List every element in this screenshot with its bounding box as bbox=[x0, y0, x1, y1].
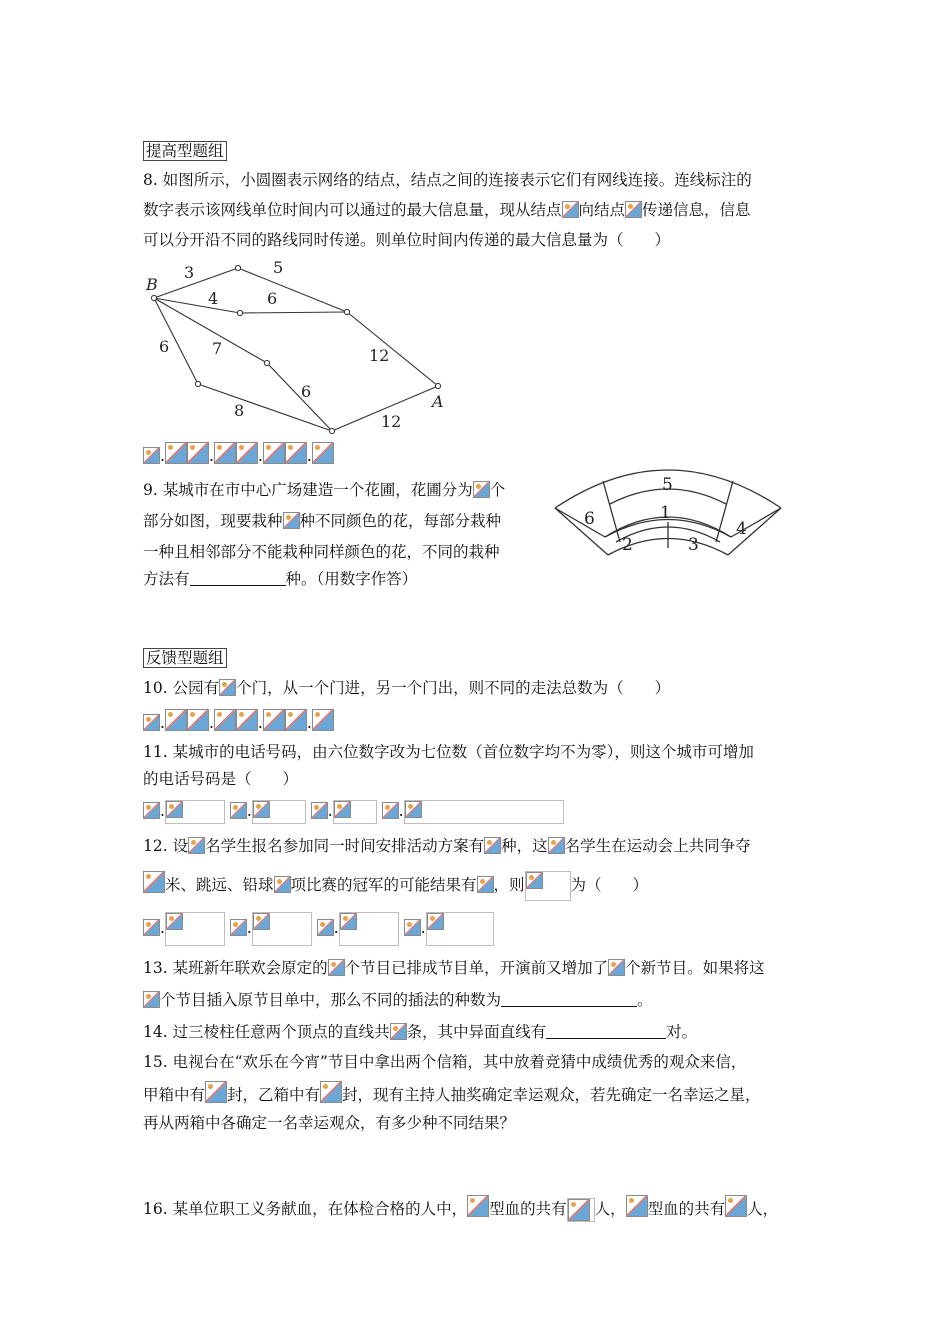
node bbox=[195, 381, 200, 386]
q16-text: 16. 某单位职工义务献血，在体检合格的人中， bbox=[143, 1200, 468, 1218]
q12-options: . . . . bbox=[143, 912, 494, 946]
section-title: 反馈型题组 bbox=[143, 648, 227, 668]
q12-text: 种，这 bbox=[501, 837, 548, 855]
edge bbox=[267, 363, 332, 431]
node bbox=[264, 360, 269, 365]
formula-image-icon bbox=[626, 1195, 648, 1217]
q13-line2 bbox=[143, 989, 653, 1011]
node bbox=[237, 310, 242, 315]
option-image-icon bbox=[334, 801, 351, 818]
q9-line1 bbox=[143, 479, 505, 501]
formula-image-icon bbox=[526, 872, 543, 889]
q9-text: 部分如图，现要栽种 bbox=[143, 512, 283, 530]
q12-text: 为（ ） bbox=[570, 876, 649, 894]
option-frame bbox=[252, 912, 312, 946]
edge-label: 5 bbox=[273, 258, 284, 277]
answer-blank[interactable] bbox=[546, 1022, 666, 1039]
q15-line1: 15. 电视台在“欢乐在今宵”节目中拿出两个信箱，其中放着竞猜中成绩优秀的观众来信， bbox=[143, 1053, 747, 1071]
region-label: 4 bbox=[736, 519, 747, 539]
q10-text: 10. 公园有 bbox=[143, 679, 220, 697]
formula-frame bbox=[567, 1198, 595, 1222]
node bbox=[329, 428, 334, 433]
option-image-icon bbox=[166, 801, 183, 818]
q8-text: 传递信息，信息 bbox=[642, 201, 751, 219]
formula-image-icon bbox=[143, 991, 160, 1008]
q9-line3: 一种且相邻部分不能栽种同样颜色的花，不同的栽种 bbox=[143, 543, 500, 561]
section-label-feedback bbox=[143, 647, 227, 669]
left-side bbox=[555, 508, 608, 555]
region-label: 5 bbox=[662, 475, 673, 495]
option-image-icon bbox=[236, 442, 258, 464]
formula-image-icon bbox=[188, 837, 205, 854]
answer-blank[interactable] bbox=[501, 990, 637, 1007]
q12-text: 12. 设 bbox=[143, 837, 189, 855]
option-image-icon bbox=[404, 919, 421, 936]
q11-options: . . . . bbox=[143, 800, 564, 824]
edge bbox=[240, 312, 347, 313]
q12-line1 bbox=[143, 835, 751, 857]
option-image-icon bbox=[405, 801, 422, 818]
q12-text: 米、跳远、铅球 bbox=[165, 876, 274, 894]
left-edge bbox=[555, 508, 605, 537]
option-image-icon bbox=[263, 709, 285, 731]
option-frame bbox=[404, 800, 564, 824]
q12-text: 名学生报名参加同一时间安排活动方案有 bbox=[205, 837, 485, 855]
edge bbox=[198, 384, 332, 431]
formula-frame bbox=[525, 871, 571, 901]
formula-image-icon bbox=[205, 1081, 227, 1103]
q14-text: 对。 bbox=[666, 1023, 698, 1041]
edge-label: 8 bbox=[234, 401, 245, 420]
formula-image-icon bbox=[477, 876, 494, 893]
q9-line2 bbox=[143, 510, 501, 532]
region-label: 1 bbox=[660, 503, 671, 523]
formula-image-icon bbox=[625, 201, 642, 218]
option-image-icon bbox=[285, 709, 307, 731]
q16-line bbox=[143, 1195, 778, 1222]
option-image-icon bbox=[143, 714, 160, 731]
option-frame bbox=[339, 912, 399, 946]
formula-image-icon bbox=[390, 1023, 407, 1040]
q8-options: . . . . bbox=[143, 442, 334, 467]
q9-text: 个 bbox=[489, 481, 506, 499]
q11-line2: 的电话号码是（ ） bbox=[143, 770, 299, 788]
option-image-icon bbox=[312, 709, 334, 731]
node-label-a: A bbox=[432, 392, 444, 411]
option-image-icon bbox=[382, 802, 399, 819]
node bbox=[344, 309, 349, 314]
edge-label: 6 bbox=[267, 289, 278, 308]
q8-line3: 可以分开沿不同的路线同时传递。则单位时间内传递的最大信息量为（ ） bbox=[143, 231, 671, 249]
q12-line2 bbox=[143, 871, 648, 901]
formula-image-icon bbox=[320, 1081, 342, 1103]
option-image-icon bbox=[427, 913, 444, 930]
formula-image-icon bbox=[143, 871, 165, 893]
formula-image-icon bbox=[219, 679, 236, 696]
q8-text: 数字表示该网线单位时间内可以通过的最大信息量，现从结点 bbox=[143, 201, 562, 219]
q9-text: 9. 某城市在市中心广场建造一个花圃，花圃分为 bbox=[143, 481, 473, 499]
q16-text: 型血的共有 bbox=[647, 1200, 726, 1218]
q16-text: 人， bbox=[594, 1200, 626, 1218]
option-image-icon bbox=[311, 802, 328, 819]
q15-text: 甲箱中有 bbox=[143, 1086, 206, 1104]
q12-text: 名学生在运动会上共同争夺 bbox=[564, 837, 751, 855]
region-label: 3 bbox=[688, 535, 699, 555]
formula-image-icon bbox=[725, 1195, 747, 1217]
section-label-advanced bbox=[143, 140, 227, 162]
edge-label: 4 bbox=[208, 289, 219, 308]
edge-label: 3 bbox=[184, 263, 195, 282]
option-image-icon bbox=[263, 442, 285, 464]
option-image-icon bbox=[166, 913, 183, 930]
q13-text: 个节目已排成节目单，开演前又增加了 bbox=[344, 959, 609, 977]
q8-line1: 8. 如图所示，小圆圈表示网络的结点，结点之间的连接表示它们有网线连接。连线标注的 bbox=[143, 171, 752, 189]
option-image-icon bbox=[230, 802, 247, 819]
q15-line3: 再从两箱中各确定一名幸运观众，有多少种不同结果？ bbox=[143, 1114, 516, 1132]
answer-blank[interactable] bbox=[190, 569, 286, 586]
q14-text: 14. 过三棱柱任意两个顶点的直线共 bbox=[143, 1023, 390, 1041]
edge bbox=[347, 312, 438, 386]
option-image-icon bbox=[230, 919, 247, 936]
node-label-b: B bbox=[146, 275, 158, 294]
option-image-icon bbox=[143, 802, 160, 819]
network-nodes bbox=[151, 265, 440, 433]
q13-text: 。 bbox=[637, 991, 653, 1009]
option-frame bbox=[165, 800, 225, 824]
q10-options: . . . . bbox=[143, 709, 334, 734]
q15-text: 封，现有主持人抽奖确定幸运观众，若先确定一名幸运之星， bbox=[342, 1086, 761, 1104]
edge bbox=[154, 268, 238, 298]
option-frame bbox=[333, 800, 377, 824]
option-frame bbox=[426, 912, 494, 946]
node-b bbox=[151, 295, 156, 300]
q8-line2 bbox=[143, 199, 751, 221]
option-image-icon bbox=[214, 709, 236, 731]
q12-text: 项比赛的冠军的可能结果有 bbox=[290, 876, 477, 894]
q9-text: 种。（用数字作答） bbox=[285, 570, 418, 588]
option-image-icon bbox=[285, 442, 307, 464]
edge-label: 7 bbox=[212, 339, 223, 358]
formula-image-icon bbox=[562, 201, 579, 218]
network-edges bbox=[154, 268, 438, 431]
q13-text: 个新节目。如果将这 bbox=[625, 959, 765, 977]
q11-line1: 11. 某城市的电话号码，由六位数字改为七位数（首位数字均不为零），则这个城市可增加 bbox=[143, 743, 754, 761]
q9-text: 方法有 bbox=[143, 570, 190, 588]
formula-image-icon bbox=[568, 1199, 590, 1221]
option-image-icon bbox=[165, 442, 187, 464]
option-image-icon bbox=[253, 801, 270, 818]
option-image-icon bbox=[187, 442, 209, 464]
edge bbox=[238, 268, 347, 312]
network-graph-figure bbox=[140, 255, 460, 435]
edge-label: 12 bbox=[369, 346, 390, 365]
q9-line4 bbox=[143, 568, 417, 590]
formula-image-icon bbox=[467, 1195, 489, 1217]
q15-line2 bbox=[143, 1081, 761, 1106]
q10-line1 bbox=[143, 677, 670, 699]
q16-text: 型血的共有 bbox=[489, 1200, 567, 1218]
q13-text: 13. 某班新年联欢会原定的 bbox=[143, 959, 328, 977]
q13-line1 bbox=[143, 957, 765, 979]
node-a bbox=[435, 383, 440, 388]
q12-text: ，则 bbox=[493, 876, 525, 894]
option-image-icon bbox=[236, 709, 258, 731]
option-frame bbox=[165, 912, 225, 946]
option-image-icon bbox=[143, 447, 160, 464]
region-label: 6 bbox=[584, 509, 595, 529]
edge-label: 12 bbox=[381, 412, 402, 431]
q15-text: 封，乙箱中有 bbox=[227, 1086, 321, 1104]
formula-image-icon bbox=[274, 876, 291, 893]
formula-image-icon bbox=[608, 959, 625, 976]
q10-text: 个门，从一个门进，另一个门出，则不同的走法总数为（ ） bbox=[236, 679, 671, 697]
q14-text: 条，其中异面直线有 bbox=[406, 1023, 547, 1041]
q9-text: 种不同颜色的花，每部分栽种 bbox=[299, 512, 502, 530]
q14-line bbox=[143, 1021, 697, 1043]
node bbox=[235, 265, 240, 270]
option-image-icon bbox=[340, 913, 357, 930]
option-image-icon bbox=[317, 919, 334, 936]
option-image-icon bbox=[312, 442, 334, 464]
option-frame bbox=[252, 800, 306, 824]
option-image-icon bbox=[214, 442, 236, 464]
edge-label: 6 bbox=[301, 382, 312, 401]
section-title: 提高型题组 bbox=[143, 141, 227, 161]
region-label: 2 bbox=[622, 535, 633, 555]
option-image-icon bbox=[143, 919, 160, 936]
formula-image-icon bbox=[484, 837, 501, 854]
edge-label: 6 bbox=[159, 337, 170, 356]
formula-image-icon bbox=[283, 512, 300, 529]
option-image-icon bbox=[187, 709, 209, 731]
q8-text: 向结点 bbox=[578, 201, 626, 219]
formula-image-icon bbox=[473, 481, 490, 498]
option-image-icon bbox=[165, 709, 187, 731]
flower-bed-figure bbox=[548, 462, 798, 582]
q13-text: 个节目插入原节目单中，那么不同的插法的种数为 bbox=[160, 991, 502, 1009]
formula-image-icon bbox=[328, 959, 345, 976]
formula-image-icon bbox=[548, 837, 565, 854]
option-image-icon bbox=[253, 913, 270, 930]
q16-text: 人， bbox=[747, 1200, 779, 1218]
